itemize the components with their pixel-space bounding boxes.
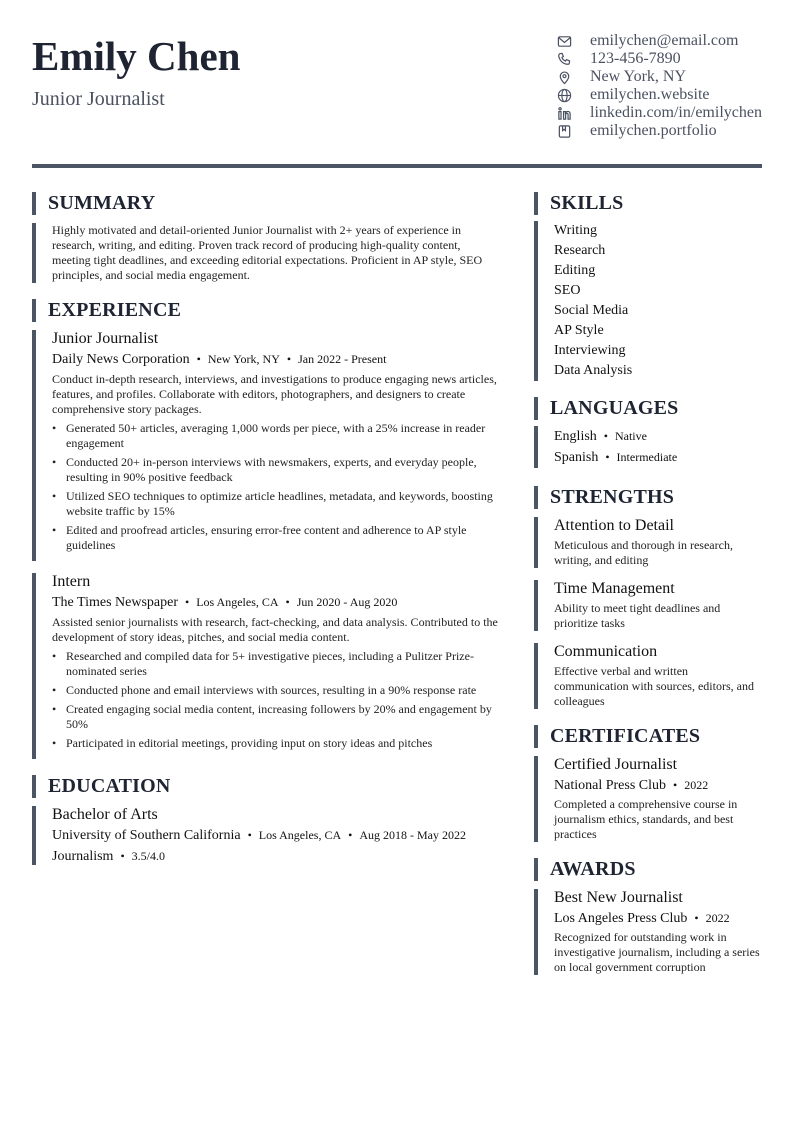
education-section bbox=[32, 775, 502, 865]
job-title: Intern bbox=[52, 573, 91, 590]
education-dates: Aug 2018 - May 2022 bbox=[359, 828, 466, 842]
contact-list bbox=[556, 32, 766, 140]
resume-header bbox=[32, 32, 762, 142]
experience-section bbox=[32, 299, 502, 759]
languages-section bbox=[534, 397, 762, 468]
list-item: • Utilized SEO techniques to optimize article headlines, metadata, and keywords, boosting website traffic by 15% bbox=[52, 489, 502, 519]
skill-item: AP Style bbox=[554, 323, 604, 338]
right-column bbox=[534, 192, 762, 975]
skills-list bbox=[534, 221, 762, 381]
major: Journalism bbox=[52, 849, 114, 864]
contact-location bbox=[556, 68, 766, 86]
job-description: Assisted senior journalists with research, fact-checking, and data analysis. Contributed to the development of story ideas, pitches, and social media content. bbox=[52, 615, 498, 644]
strengths-heading: STRENGTHS bbox=[534, 486, 762, 509]
strength-desc: Meticulous and thorough in research, writing, and editing bbox=[554, 538, 733, 567]
contact-website[interactable] bbox=[556, 86, 766, 104]
header-divider bbox=[32, 164, 762, 168]
skill-item: Editing bbox=[554, 263, 596, 278]
job-title: Junior Journalist bbox=[52, 330, 159, 347]
separator-dot: • bbox=[285, 595, 290, 609]
separator-dot: • bbox=[673, 778, 678, 792]
separator-dot: • bbox=[196, 352, 201, 366]
skill-item: Social Media bbox=[554, 303, 629, 318]
certificate-issuer: National Press Club bbox=[554, 778, 666, 793]
gpa: 3.5/4.0 bbox=[131, 849, 165, 863]
education-major-row bbox=[52, 848, 502, 865]
job-bullets bbox=[52, 649, 502, 751]
strength-item bbox=[534, 643, 762, 709]
location-icon bbox=[556, 69, 572, 85]
strength-title: Time Management bbox=[554, 580, 675, 597]
languages-heading: LANGUAGES bbox=[534, 397, 762, 420]
school: University of Southern California bbox=[52, 828, 241, 843]
candidate-name: Emily Chen bbox=[32, 33, 241, 79]
languages-list bbox=[534, 426, 762, 468]
language-level: Intermediate bbox=[616, 450, 678, 464]
certificate-year: 2022 bbox=[684, 778, 709, 792]
education-entry bbox=[32, 806, 502, 865]
job-entry bbox=[32, 573, 502, 759]
separator-dot: • bbox=[603, 429, 608, 443]
summary-body bbox=[32, 223, 502, 283]
contact-portfolio[interactable] bbox=[556, 122, 766, 140]
award-title: Best New Journalist bbox=[554, 889, 683, 906]
summary-heading: SUMMARY bbox=[32, 192, 502, 215]
awards-section bbox=[534, 858, 762, 975]
job-meta bbox=[52, 594, 502, 611]
separator-dot: • bbox=[247, 828, 252, 842]
skill-item: Writing bbox=[554, 223, 597, 238]
list-item: • Generated 50+ articles, averaging 1,000 words per piece, with a 25% increase in reader engagement bbox=[52, 421, 502, 451]
contact-portfolio-text[interactable]: emilychen.portfolio bbox=[590, 122, 717, 139]
candidate-title: Junior Journalist bbox=[32, 88, 165, 110]
degree: Bachelor of Arts bbox=[52, 806, 158, 823]
language-name: Spanish bbox=[554, 450, 599, 465]
strengths-section bbox=[534, 486, 762, 709]
job-dates: Jun 2020 - Aug 2020 bbox=[296, 595, 398, 609]
separator-dot: • bbox=[348, 828, 353, 842]
separator-dot: • bbox=[185, 595, 190, 609]
mail-icon bbox=[556, 33, 572, 49]
strength-title: Attention to Detail bbox=[554, 517, 674, 534]
list-item: • Conducted phone and email interviews with sources, resulting in a 90% response rate bbox=[52, 683, 502, 698]
job-meta bbox=[52, 351, 502, 368]
skills-section bbox=[534, 192, 762, 381]
awards-heading: AWARDS bbox=[534, 858, 762, 881]
job-bullets bbox=[52, 421, 502, 553]
contact-linkedin[interactable] bbox=[556, 104, 766, 122]
award-issuer: Los Angeles Press Club bbox=[554, 911, 688, 926]
contact-email-text[interactable]: emilychen@email.com bbox=[590, 32, 739, 49]
bookmark-icon bbox=[556, 123, 572, 139]
skill-item: SEO bbox=[554, 283, 581, 298]
contact-phone-text[interactable]: 123-456-7890 bbox=[590, 50, 681, 67]
linkedin-icon bbox=[556, 105, 572, 121]
certificate-item bbox=[534, 756, 762, 842]
strength-title: Communication bbox=[554, 643, 658, 660]
list-item: • Created engaging social media content, increasing followers by 20% and engagement by 50% bbox=[52, 702, 502, 732]
award-year: 2022 bbox=[705, 911, 730, 925]
separator-dot: • bbox=[605, 450, 610, 464]
strength-desc: Effective verbal and written communication with sources, editors, and colleagues bbox=[554, 664, 754, 708]
education-meta bbox=[52, 827, 502, 844]
strength-item bbox=[534, 517, 762, 568]
job-description: Conduct in-depth research, interviews, and investigations to produce engaging news articles, features, and profiles. Collaborate with editors, photographers, and designers to create comprehensive story packages. bbox=[52, 372, 497, 416]
list-item: • Participated in editorial meetings, providing input on story ideas and pitches bbox=[52, 736, 502, 751]
contact-location-text: New York, NY bbox=[590, 68, 687, 85]
list-item: • Edited and proofread articles, ensuring error-free content and adherence to AP style guidelines bbox=[52, 523, 502, 553]
award-desc: Recognized for outstanding work in investigative journalism, including a series on local government corruption bbox=[554, 930, 760, 974]
award-meta bbox=[554, 910, 762, 927]
summary-section bbox=[32, 192, 502, 283]
separator-dot: • bbox=[120, 849, 125, 863]
list-item: • Researched and compiled data for 5+ investigative pieces, including a Pulitzer Prize-nominated series bbox=[52, 649, 502, 679]
contact-phone[interactable] bbox=[556, 50, 766, 68]
skill-item: Research bbox=[554, 243, 606, 258]
left-column bbox=[32, 192, 502, 865]
separator-dot: • bbox=[286, 352, 292, 366]
certificate-desc: Completed a comprehensive course in journalism ethics, standards, and best practices bbox=[554, 797, 738, 841]
certificate-title: Certified Journalist bbox=[554, 756, 678, 773]
list-item: • Conducted 20+ in-person interviews with newsmakers, experts, and everyday people, resulting in 90% positive feedback bbox=[52, 455, 502, 485]
strength-desc: Ability to meet tight deadlines and prioritize tasks bbox=[554, 601, 721, 630]
award-item bbox=[534, 889, 762, 975]
skills-heading: SKILLS bbox=[534, 192, 762, 215]
language-item bbox=[554, 447, 762, 468]
globe-icon bbox=[556, 87, 572, 103]
language-item bbox=[554, 426, 762, 447]
skill-item: Interviewing bbox=[554, 343, 626, 358]
certificates-section bbox=[534, 725, 762, 842]
language-level: Native bbox=[614, 429, 647, 443]
certificates-heading: CERTIFICATES bbox=[534, 725, 762, 748]
skill-item: Data Analysis bbox=[554, 363, 633, 378]
contact-website-text[interactable]: emilychen.website bbox=[590, 86, 710, 103]
job-location: Los Angeles, CA bbox=[196, 595, 279, 609]
job-dates: Jan 2022 - Present bbox=[298, 352, 387, 366]
job-entry bbox=[32, 330, 502, 561]
phone-icon bbox=[556, 51, 572, 67]
education-heading: EDUCATION bbox=[32, 775, 502, 798]
contact-linkedin-text[interactable]: linkedin.com/in/emilychen bbox=[590, 104, 762, 121]
summary-text: Highly motivated and detail-oriented Junior Journalist with 2+ years of experience in research, writing, and editing. Proven track record of producing high-quality content, meeting tight deadlines, and exceeding editorial expectations. Proficient in AP style, SEO principles, and social media engagement. bbox=[52, 223, 483, 282]
language-name: English bbox=[554, 429, 597, 444]
job-company: The Times Newspaper bbox=[52, 595, 178, 610]
contact-email[interactable] bbox=[556, 32, 766, 50]
certificate-meta bbox=[554, 777, 762, 794]
job-company: Daily News Corporation bbox=[52, 352, 190, 367]
strength-item bbox=[534, 580, 762, 631]
job-location: New York, NY bbox=[207, 352, 280, 366]
experience-heading: EXPERIENCE bbox=[32, 299, 502, 322]
school-location: Los Angeles, CA bbox=[258, 828, 342, 842]
separator-dot: • bbox=[694, 911, 699, 925]
